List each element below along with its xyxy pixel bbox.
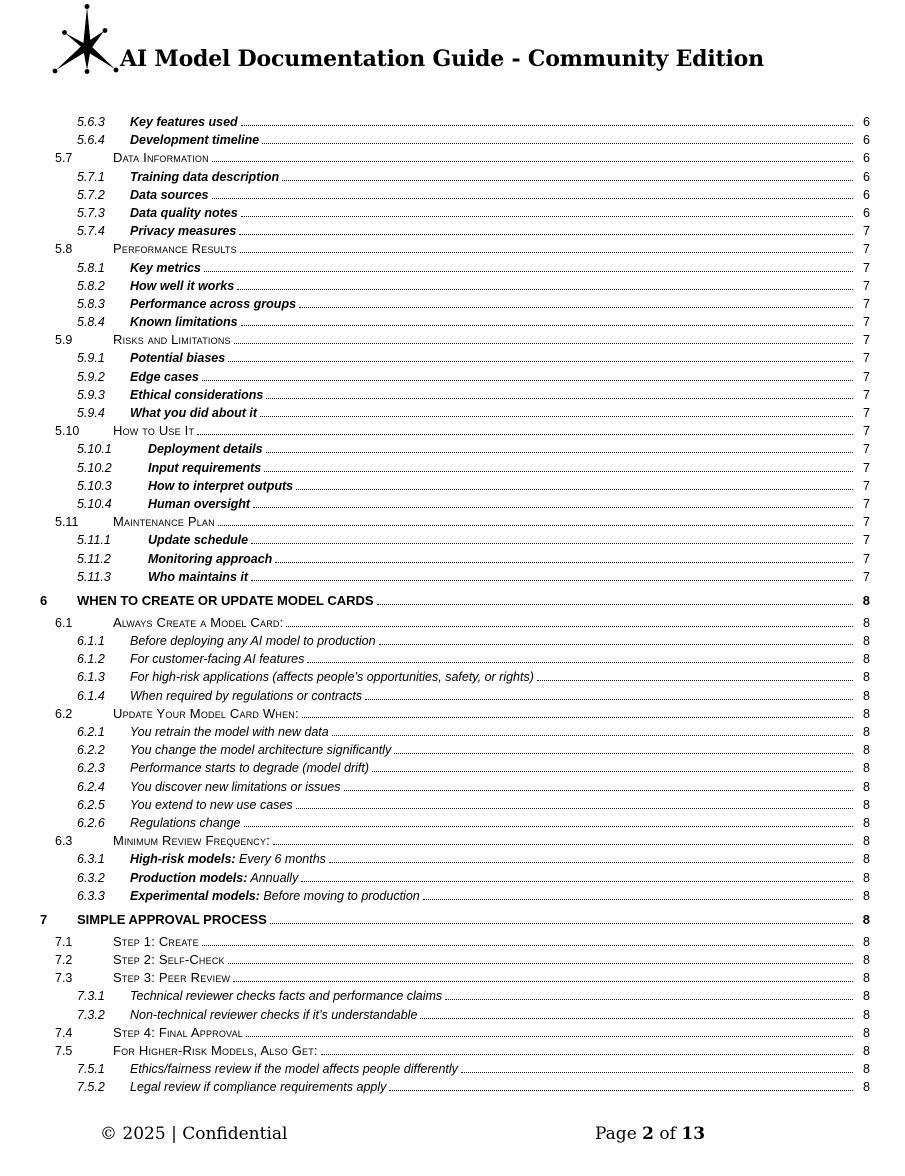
toc-entry-page: 7 bbox=[863, 478, 870, 493]
toc-entry-page: 7 bbox=[863, 551, 870, 566]
toc-entry[interactable] bbox=[40, 477, 870, 495]
toc-entry[interactable] bbox=[40, 513, 870, 531]
toc-entry-number: 7.3.2 bbox=[77, 1007, 105, 1022]
toc-entry-number: 6.1.1 bbox=[77, 634, 105, 649]
toc-entry-page: 7 bbox=[863, 242, 870, 257]
toc-entry[interactable] bbox=[40, 131, 870, 149]
dot-leader bbox=[420, 1018, 853, 1019]
toc-entry[interactable] bbox=[40, 869, 870, 887]
toc-entry-number: 6.1.3 bbox=[77, 670, 105, 685]
toc-entry-title: Update Your Model Card When: bbox=[113, 705, 299, 721]
dot-leader bbox=[204, 271, 853, 272]
toc-entry-page: 8 bbox=[863, 1044, 870, 1058]
toc-entry-number: 5.9.2 bbox=[77, 369, 105, 384]
toc-entry-title: Regulations change bbox=[130, 815, 241, 830]
dot-leader bbox=[275, 562, 853, 563]
toc-entry-title: Performance starts to degrade (model drift) bbox=[130, 761, 369, 776]
dot-leader bbox=[251, 580, 853, 581]
toc-entry-number: 6.1.2 bbox=[77, 652, 105, 667]
toc-entry[interactable] bbox=[40, 887, 870, 905]
toc-entry-page: 7 bbox=[863, 515, 870, 530]
dot-leader bbox=[332, 735, 853, 736]
toc-entry-page: 8 bbox=[863, 797, 870, 812]
dot-leader bbox=[266, 452, 853, 453]
dot-leader bbox=[301, 881, 853, 882]
toc-entry-page: 8 bbox=[863, 779, 870, 794]
toc-entry-number: 6.2.6 bbox=[77, 815, 105, 830]
toc-entry-page: 8 bbox=[863, 615, 870, 630]
toc-entry-number: 6.3.3 bbox=[77, 888, 105, 903]
toc-entry[interactable] bbox=[40, 204, 870, 222]
toc-entry-page: 8 bbox=[863, 815, 870, 830]
page-number bbox=[595, 1124, 705, 1144]
document-title: AI Model Documentation Guide - Community Edition bbox=[120, 46, 764, 72]
toc-entry-page: 8 bbox=[863, 834, 870, 849]
toc-entry-number: 5.6.3 bbox=[77, 115, 105, 129]
toc-entry-page: 8 bbox=[863, 1007, 870, 1022]
toc-entry-page: 7 bbox=[863, 387, 870, 402]
dot-leader bbox=[394, 753, 853, 754]
dot-leader bbox=[260, 416, 853, 417]
toc-entry-number: 5.11 bbox=[55, 515, 79, 530]
toc-entry-title: For customer-facing AI features bbox=[130, 652, 305, 667]
toc-entry-title: Step 4: Final Approval bbox=[113, 1024, 244, 1040]
toc-entry-title: WHEN TO CREATE OR UPDATE MODEL CARDS bbox=[77, 592, 374, 608]
toc-entry[interactable] bbox=[40, 832, 870, 850]
toc-entry-number: 6.2.5 bbox=[77, 797, 105, 812]
toc-entry[interactable] bbox=[40, 650, 870, 668]
toc-entry-number: 6 bbox=[40, 592, 48, 608]
dot-leader bbox=[270, 923, 853, 924]
toc-entry-number: 7.3 bbox=[55, 971, 73, 986]
dot-leader bbox=[299, 307, 853, 308]
toc-entry[interactable] bbox=[40, 796, 870, 814]
toc-entry-title: SIMPLE APPROVAL PROCESS bbox=[77, 911, 267, 927]
toc-entry-number: 5.9 bbox=[55, 333, 73, 348]
toc-entry-page: 7 bbox=[863, 369, 870, 384]
toc-entry[interactable] bbox=[40, 987, 870, 1005]
toc-entry-number: 5.10 bbox=[55, 424, 80, 439]
toc-entry-title: Development timeline bbox=[130, 133, 260, 148]
toc-entry-number: 5.8.3 bbox=[77, 296, 105, 311]
toc-entry[interactable] bbox=[40, 951, 870, 969]
toc-entry-page: 8 bbox=[863, 1062, 870, 1077]
toc-entry-title: What you did about it bbox=[130, 406, 258, 420]
toc-entry[interactable] bbox=[40, 759, 870, 777]
dot-leader bbox=[389, 1090, 853, 1091]
toc-entry-number: 5.10.4 bbox=[77, 496, 112, 511]
toc-entry-number: 7.4 bbox=[55, 1025, 73, 1040]
toc-entry-number: 5.7.3 bbox=[77, 205, 105, 220]
toc-entry-title: For high-risk applications (affects people’s opportunities, safety, or rights) bbox=[130, 670, 534, 685]
dot-leader bbox=[241, 325, 853, 326]
toc-entry-title: Technical reviewer checks facts and performance claims bbox=[130, 989, 443, 1004]
dot-leader bbox=[307, 662, 853, 663]
toc-entry-page: 7 bbox=[863, 569, 870, 584]
toc-entry[interactable] bbox=[40, 705, 870, 723]
toc-entry-page: 7 bbox=[863, 533, 870, 548]
toc-entry-number: 6.2.2 bbox=[77, 743, 105, 758]
toc-entry-page: 7 bbox=[863, 460, 870, 475]
dot-leader bbox=[266, 398, 853, 399]
toc-entry-title: How to Use It bbox=[113, 423, 195, 439]
dot-leader bbox=[197, 434, 853, 435]
toc-entry-number: 5.8.4 bbox=[77, 315, 105, 330]
toc-entry-title: Ethical considerations bbox=[130, 387, 264, 402]
toc-entry[interactable] bbox=[40, 331, 870, 349]
toc-entry-page: 7 bbox=[863, 260, 870, 275]
toc-entry[interactable] bbox=[40, 277, 870, 295]
toc-entry-title: Step 2: Self-Check bbox=[113, 952, 225, 968]
toc-entry-page: 7 bbox=[863, 424, 870, 439]
toc-entry[interactable] bbox=[40, 591, 870, 610]
toc-entry-number: 5.11.1 bbox=[77, 533, 111, 548]
toc-entry-page: 8 bbox=[862, 592, 870, 608]
toc-entry-title: Data quality notes bbox=[130, 205, 238, 220]
toc-entry-title: Data Information bbox=[113, 150, 209, 166]
toc-entry-number: 7 bbox=[40, 911, 48, 927]
toc-entry-number: 6.3.2 bbox=[77, 870, 105, 885]
toc-entry-number: 7.3.1 bbox=[77, 989, 105, 1004]
toc-entry-number: 7.5 bbox=[55, 1044, 73, 1058]
toc-entry-page: 8 bbox=[863, 761, 870, 776]
toc-entry-page: 8 bbox=[863, 934, 870, 949]
toc-entry-title: Maintenance Plan bbox=[113, 514, 215, 530]
copyright-text: © 2025 | Confidential bbox=[100, 1124, 288, 1144]
toc-entry-number: 5.9.4 bbox=[77, 406, 105, 420]
toc-entry-title: Data sources bbox=[130, 187, 209, 202]
toc-entry-page: 8 bbox=[863, 706, 870, 721]
dot-leader bbox=[344, 790, 853, 791]
toc-entry[interactable] bbox=[40, 850, 870, 868]
dot-leader bbox=[296, 808, 853, 809]
toc-entry-title: Experimental models: Before moving to production bbox=[130, 888, 420, 903]
toc-entry[interactable] bbox=[40, 1024, 870, 1042]
toc-entry-number: 5.7.4 bbox=[77, 224, 105, 239]
dot-leader bbox=[273, 844, 853, 845]
toc-entry-page: 8 bbox=[863, 989, 870, 1004]
toc-entry-number: 5.6.4 bbox=[77, 133, 105, 148]
toc-entry-title: Performance across groups bbox=[130, 296, 297, 311]
toc-entry-page: 6 bbox=[863, 187, 870, 202]
toc-entry-number: 7.1 bbox=[55, 934, 73, 949]
toc-entry-page: 8 bbox=[862, 911, 870, 927]
toc-entry[interactable] bbox=[40, 168, 870, 186]
dot-leader bbox=[379, 644, 853, 645]
dot-leader bbox=[372, 771, 853, 772]
toc-entry[interactable] bbox=[40, 495, 870, 513]
toc-entry[interactable] bbox=[40, 368, 870, 386]
dot-leader bbox=[286, 626, 853, 627]
toc-entry-number: 5.10.2 bbox=[77, 460, 112, 475]
toc-entry-title: Legal review if compliance requirements apply bbox=[130, 1080, 387, 1095]
toc-entry[interactable] bbox=[40, 550, 870, 568]
toc-entry-number: 5.7.1 bbox=[77, 169, 105, 184]
toc-entry-title: Always Create a Model Card: bbox=[113, 614, 284, 630]
toc-entry-number: 6.1 bbox=[55, 615, 73, 630]
toc-entry-page: 8 bbox=[863, 888, 870, 903]
toc-entry[interactable] bbox=[40, 240, 870, 258]
toc-entry[interactable] bbox=[40, 933, 870, 951]
toc-entry-page: 8 bbox=[863, 953, 870, 968]
toc-entry-title: Risks and Limitations bbox=[113, 332, 231, 348]
toc-entry-number: 5.9.3 bbox=[77, 387, 105, 402]
toc-entry-title: Minimum Review Frequency: bbox=[113, 833, 270, 849]
dot-leader bbox=[212, 161, 853, 162]
toc-entry-title: Potential biases bbox=[130, 351, 226, 366]
toc-entry[interactable] bbox=[40, 386, 870, 404]
toc-entry[interactable] bbox=[40, 814, 870, 832]
toc-entry-number: 6.1.4 bbox=[77, 688, 105, 703]
dot-leader bbox=[234, 343, 853, 344]
toc-entry-page: 8 bbox=[863, 1025, 870, 1040]
toc-entry-page: 7 bbox=[863, 442, 870, 457]
page-total: 13 bbox=[681, 1124, 706, 1144]
page-label: Page bbox=[595, 1124, 637, 1144]
dot-leader bbox=[282, 180, 853, 181]
toc-entry[interactable] bbox=[40, 668, 870, 686]
dot-leader bbox=[445, 999, 853, 1000]
dot-leader bbox=[329, 862, 853, 863]
toc-entry-number: 5.9.1 bbox=[77, 351, 105, 366]
toc-entry[interactable] bbox=[40, 723, 870, 741]
dot-leader bbox=[264, 471, 853, 472]
dot-leader bbox=[202, 380, 853, 381]
toc-entry[interactable] bbox=[40, 186, 870, 204]
toc-entry-title: You change the model architecture significantly bbox=[130, 743, 392, 758]
toc-entry[interactable] bbox=[40, 1006, 870, 1024]
toc-entry-page: 7 bbox=[863, 496, 870, 511]
table-of-contents bbox=[40, 113, 870, 1097]
toc-entry[interactable] bbox=[40, 349, 870, 367]
toc-entry-number: 5.10.3 bbox=[77, 478, 112, 493]
toc-entry-title: You retrain the model with new data bbox=[130, 725, 329, 739]
toc-entry-page: 7 bbox=[863, 278, 870, 293]
dot-leader bbox=[296, 489, 853, 490]
dot-leader bbox=[321, 1054, 853, 1055]
dot-leader bbox=[233, 981, 853, 982]
toc-entry-title: Privacy measures bbox=[130, 224, 237, 239]
toc-entry-title: How to interpret outputs bbox=[148, 478, 294, 493]
toc-entry-number: 5.8.2 bbox=[77, 278, 105, 293]
toc-entry-title: Deployment details bbox=[148, 442, 263, 457]
toc-entry-page: 7 bbox=[863, 406, 870, 420]
toc-entry-page: 6 bbox=[863, 151, 870, 166]
toc-entry-title: Key metrics bbox=[130, 260, 201, 275]
toc-entry-number: 6.3.1 bbox=[77, 852, 105, 867]
toc-entry-title: Key features used bbox=[130, 115, 238, 129]
toc-entry[interactable] bbox=[40, 969, 870, 987]
toc-entry-page: 8 bbox=[863, 743, 870, 758]
toc-entry-number: 5.7.2 bbox=[77, 187, 105, 202]
toc-entry-title: Who maintains it bbox=[148, 569, 248, 584]
toc-entry-number: 5.11.2 bbox=[77, 551, 111, 566]
toc-entry-title: Non-technical reviewer checks if it’s understandable bbox=[130, 1007, 418, 1022]
toc-entry-number: 5.8.1 bbox=[77, 260, 105, 275]
dot-leader bbox=[377, 604, 853, 605]
toc-entry-page: 8 bbox=[863, 725, 870, 739]
dot-leader bbox=[228, 963, 853, 964]
dot-leader bbox=[218, 525, 853, 526]
toc-entry[interactable] bbox=[40, 687, 870, 705]
toc-entry[interactable] bbox=[40, 422, 870, 440]
toc-entry-page: 8 bbox=[863, 971, 870, 986]
toc-entry[interactable] bbox=[40, 614, 870, 632]
toc-entry-title: Human oversight bbox=[148, 496, 251, 511]
toc-entry-title: For Higher-Risk Models, Also Get: bbox=[113, 1043, 318, 1058]
toc-entry-title: You extend to new use cases bbox=[130, 797, 293, 812]
toc-entry[interactable] bbox=[40, 1042, 870, 1060]
toc-entry-number: 6.2.1 bbox=[77, 725, 105, 739]
toc-entry[interactable] bbox=[40, 259, 870, 277]
toc-entry[interactable] bbox=[40, 295, 870, 313]
toc-entry-page: 6 bbox=[863, 115, 870, 129]
toc-entry-page: 6 bbox=[863, 169, 870, 184]
toc-entry-number: 7.5.2 bbox=[77, 1080, 105, 1095]
dot-leader bbox=[244, 826, 854, 827]
toc-entry-number: 6.2.4 bbox=[77, 779, 105, 794]
toc-entry-number: 5.8 bbox=[55, 242, 73, 257]
toc-entry[interactable] bbox=[40, 632, 870, 650]
toc-entry-title: Step 3: Peer Review bbox=[113, 970, 231, 986]
toc-entry-number: 5.7 bbox=[55, 151, 73, 166]
toc-entry[interactable] bbox=[40, 313, 870, 331]
toc-entry[interactable] bbox=[40, 459, 870, 477]
toc-entry[interactable] bbox=[40, 741, 870, 759]
toc-entry-title: High-risk models: Every 6 months bbox=[130, 852, 326, 867]
toc-entry-page: 8 bbox=[863, 870, 870, 885]
toc-entry[interactable] bbox=[40, 440, 870, 458]
dot-leader bbox=[302, 717, 853, 718]
toc-entry-title: Input requirements bbox=[148, 460, 262, 475]
toc-entry-title: When required by regulations or contracts bbox=[130, 688, 363, 703]
toc-entry-page: 6 bbox=[863, 133, 870, 148]
toc-entry[interactable] bbox=[40, 113, 870, 131]
toc-entry-title: Update schedule bbox=[148, 533, 249, 548]
dot-leader bbox=[228, 361, 853, 362]
toc-entry-page: 7 bbox=[863, 224, 870, 239]
dot-leader bbox=[240, 252, 853, 253]
toc-entry[interactable] bbox=[40, 1078, 870, 1096]
page-of-label: of bbox=[659, 1124, 676, 1144]
toc-entry-number: 6.3 bbox=[55, 834, 73, 849]
toc-entry-page: 7 bbox=[863, 315, 870, 330]
toc-entry[interactable] bbox=[40, 778, 870, 796]
toc-entry-title: Known limitations bbox=[130, 315, 238, 330]
toc-entry-page: 7 bbox=[863, 333, 870, 348]
toc-entry[interactable] bbox=[40, 531, 870, 549]
toc-entry-title: How well it works bbox=[130, 278, 235, 293]
toc-entry-number: 6.2 bbox=[55, 706, 73, 721]
toc-entry-page: 6 bbox=[863, 205, 870, 220]
toc-entry-title: Edge cases bbox=[130, 369, 199, 384]
toc-entry[interactable] bbox=[40, 404, 870, 422]
dot-leader bbox=[241, 125, 853, 126]
toc-entry-number: 7.5.1 bbox=[77, 1062, 105, 1077]
toc-entry-page: 8 bbox=[863, 634, 870, 649]
dot-leader bbox=[239, 234, 853, 235]
toc-entry-page: 7 bbox=[863, 296, 870, 311]
toc-entry-number: 7.2 bbox=[55, 953, 73, 968]
toc-entry-page: 8 bbox=[863, 652, 870, 667]
dot-leader bbox=[202, 945, 853, 946]
toc-entry-title: You discover new limitations or issues bbox=[130, 779, 341, 794]
toc-entry[interactable] bbox=[40, 222, 870, 240]
toc-entry-page: 8 bbox=[863, 1080, 870, 1095]
star-logo-icon bbox=[50, 3, 122, 82]
toc-entry-number: 5.11.3 bbox=[77, 569, 111, 584]
dot-leader bbox=[237, 289, 853, 290]
toc-entry-page: 8 bbox=[863, 670, 870, 685]
toc-entry[interactable] bbox=[40, 910, 870, 929]
toc-entry-title: Production models: Annually bbox=[130, 870, 299, 885]
dot-leader bbox=[246, 1036, 853, 1037]
dot-leader bbox=[262, 143, 853, 144]
page-current: 2 bbox=[642, 1124, 655, 1144]
toc-entry-page: 7 bbox=[863, 351, 870, 366]
toc-entry[interactable] bbox=[40, 1060, 870, 1078]
dot-leader bbox=[365, 699, 853, 700]
dot-leader bbox=[537, 680, 853, 681]
toc-entry-page: 8 bbox=[863, 852, 870, 867]
toc-entry-title: Monitoring approach bbox=[148, 551, 273, 566]
toc-entry-page: 8 bbox=[863, 688, 870, 703]
dot-leader bbox=[461, 1072, 853, 1073]
toc-entry-number: 5.10.1 bbox=[77, 442, 112, 457]
dot-leader bbox=[251, 543, 853, 544]
dot-leader bbox=[241, 216, 853, 217]
toc-entry-title: Before deploying any AI model to production bbox=[130, 634, 376, 649]
toc-entry-title: Training data description bbox=[130, 169, 280, 184]
toc-entry[interactable] bbox=[40, 149, 870, 167]
dot-leader bbox=[212, 198, 853, 199]
toc-entry-number: 6.2.3 bbox=[77, 761, 105, 776]
dot-leader bbox=[253, 507, 853, 508]
toc-entry-title: Ethics/fairness review if the model affects people differently bbox=[130, 1062, 458, 1077]
toc-entry-title: Performance Results bbox=[113, 241, 237, 257]
toc-entry[interactable] bbox=[40, 568, 870, 586]
dot-leader bbox=[423, 899, 853, 900]
toc-entry-title: Step 1: Create bbox=[113, 933, 199, 949]
